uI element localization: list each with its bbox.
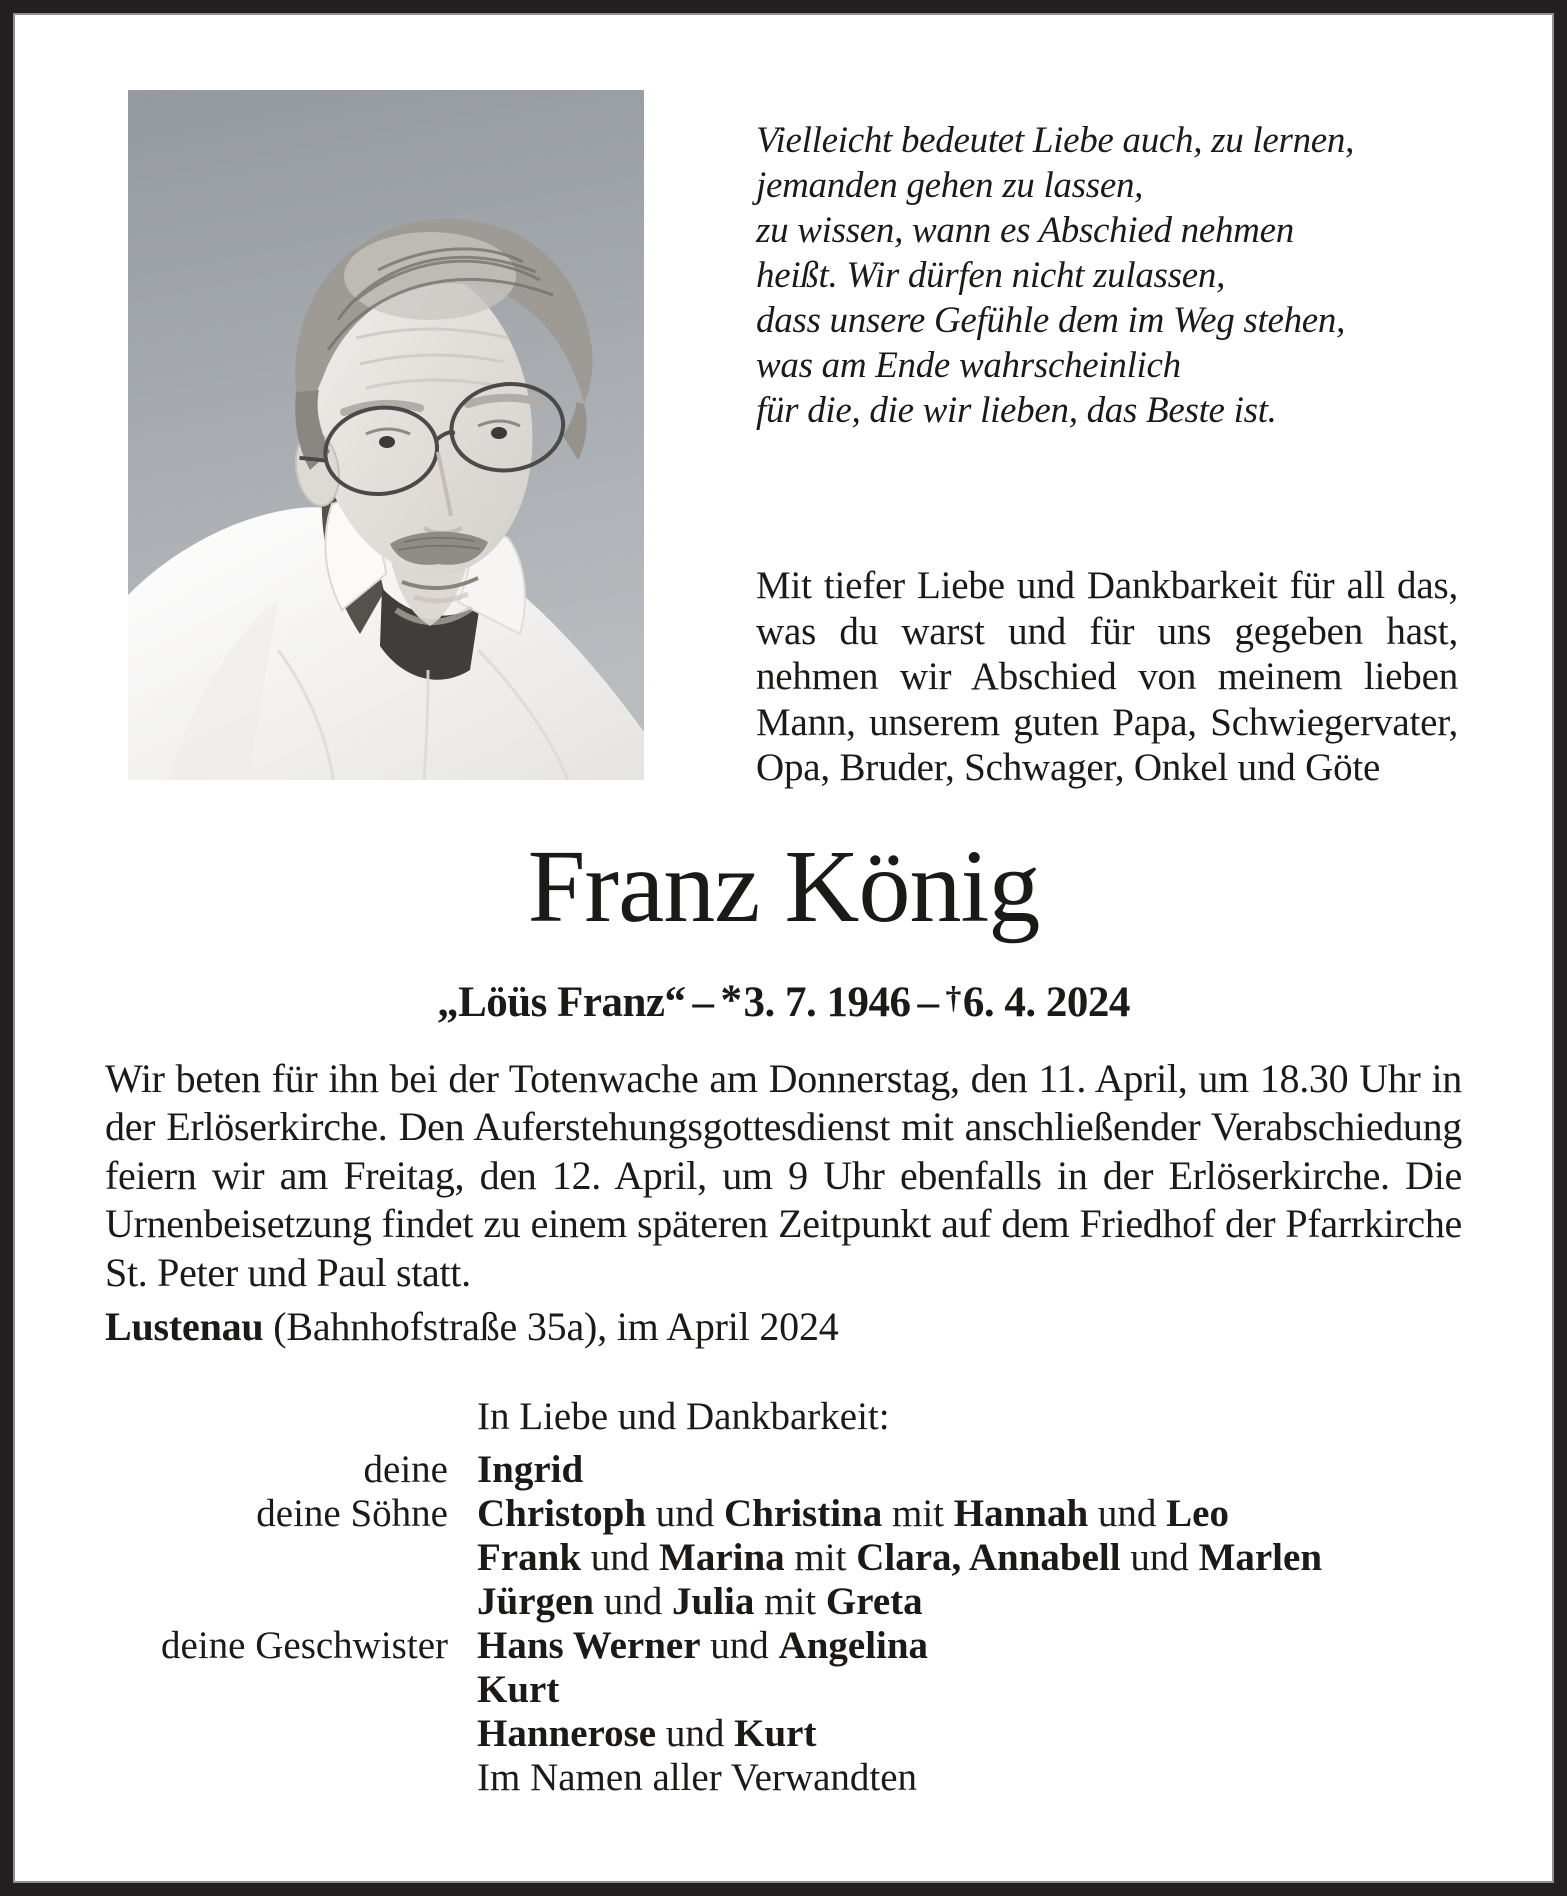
closing-row — [105, 1668, 1505, 1712]
connector-text: und — [1120, 1536, 1199, 1579]
death-symbol: † — [945, 979, 961, 1015]
closing-row — [105, 1448, 1505, 1492]
poem-line: heißt. Wir dürfen nicht zulassen, — [756, 255, 1226, 296]
connector-text: und — [594, 1580, 672, 1623]
family-name: Marlen — [1198, 1536, 1323, 1579]
place-date-line — [105, 1303, 839, 1350]
closing-row-label — [105, 1712, 465, 1756]
memorial-poem — [756, 118, 1462, 433]
connector-text: mit — [754, 1580, 826, 1623]
family-name: Kurt — [477, 1668, 560, 1711]
family-name: Christina — [724, 1492, 883, 1535]
family-name: Ingrid — [477, 1448, 584, 1491]
connector-text: und — [1088, 1492, 1167, 1535]
connector-text: Im Namen aller Verwandten — [477, 1756, 918, 1799]
poem-line: für die, die wir lieben, das Beste ist. — [756, 390, 1277, 431]
family-name: Marina — [659, 1536, 785, 1579]
closing-row-names — [477, 1668, 1505, 1712]
family-name: Frank — [477, 1536, 582, 1579]
poem-line: Vielleicht bedeutet Liebe auch, zu lernen, — [756, 120, 1355, 161]
closing-row-names — [477, 1712, 1505, 1756]
connector-text: mit — [784, 1536, 857, 1579]
closing-row-label: deine Geschwister — [161, 1624, 448, 1667]
connector-text: und — [581, 1536, 660, 1579]
closing-row-label — [105, 1756, 465, 1800]
poem-line: dass unsere Gefühle dem im Weg stehen, — [756, 300, 1346, 341]
family-name: Hans Werner — [477, 1624, 701, 1667]
family-name: Julia — [672, 1580, 755, 1623]
closing-row-label: deine — [363, 1448, 448, 1491]
nickname: „Löüs Franz“ — [437, 979, 686, 1027]
family-name: Kurt — [734, 1712, 817, 1755]
closing-row — [105, 1580, 1505, 1624]
death-date: 6. 4. 2024 — [962, 979, 1130, 1027]
dash: – — [692, 979, 714, 1027]
connector-text: und — [646, 1492, 725, 1535]
poem-line: zu wissen, wann es Abschied nehmen — [756, 210, 1294, 251]
family-name: Greta — [825, 1580, 923, 1623]
closing-row-label — [105, 1580, 465, 1624]
family-name: Hannerose — [477, 1712, 657, 1755]
family-name: Hannah — [953, 1492, 1089, 1535]
closing-row-names — [477, 1624, 1505, 1668]
poem-line: was am Ende wahrscheinlich — [756, 345, 1181, 386]
poem-line: jemanden gehen zu lassen, — [756, 165, 1144, 206]
family-name: Christoph — [477, 1492, 647, 1535]
intro-paragraph: Mit tiefer Liebe und Dankbarkeit für all das, was du warst und für uns gegeben hast, nehmen wir Abschied von meinem lieben Mann, unserem guten Papa, Schwiegervater, Opa, Bruder, Schwager, Onkel und Göte — [756, 564, 1458, 789]
connector-text: und — [700, 1624, 779, 1667]
closing-row — [105, 1756, 1505, 1800]
closing-heading: In Liebe und Dankbarkeit: — [477, 1395, 890, 1438]
birth-date: 3. 7. 1946 — [743, 979, 911, 1027]
closing-row — [105, 1712, 1505, 1756]
closing-row-label: deine Söhne — [256, 1492, 448, 1535]
closing-row-names — [477, 1580, 1505, 1624]
family-name: Leo — [1166, 1492, 1229, 1535]
family-name: Jürgen — [477, 1580, 594, 1623]
deceased-name: Franz König — [527, 829, 1040, 944]
place-details: (Bahnhofstraße 35a), im April 2024 — [263, 1304, 839, 1349]
closing-row-names — [477, 1536, 1505, 1580]
closing-row — [105, 1492, 1505, 1536]
closing-row — [105, 1536, 1505, 1580]
closing-row-names — [477, 1756, 1505, 1800]
closing-row-label — [105, 1536, 465, 1580]
closing-rows — [105, 1448, 1505, 1800]
portrait-photo-graphic — [128, 90, 644, 780]
birth-symbol: * — [720, 977, 742, 1024]
connector-text: und — [656, 1712, 735, 1755]
dash: – — [917, 979, 939, 1027]
family-name: Clara, Annabell — [856, 1536, 1121, 1579]
closing-row — [105, 1624, 1505, 1668]
life-dates-line — [105, 976, 1462, 1027]
connector-text: mit — [882, 1492, 954, 1535]
place-name: Lustenau — [105, 1304, 264, 1349]
closing-row-label — [105, 1668, 465, 1712]
closing-row-names — [477, 1492, 1505, 1536]
family-name: Angelina — [778, 1624, 929, 1667]
closing-row-names — [477, 1448, 1505, 1492]
portrait-photo — [128, 90, 644, 780]
announcement-paragraph: Wir beten für ihn bei der Totenwache am Donnerstag, den 11. April, um 18.30 Uhr in der Erlöserkirche. Den Auferstehungsgottesdienst mit anschließender Verabschiedung feiern wir am Freitag, den 12. April, um 9 Uhr ebenfalls in der Erlöserkirche. Die Urnenbeisetzung findet zu einem späteren Zeitpunkt auf dem Friedhof der Pfarrkirche St. Peter und Paul statt. — [105, 1056, 1462, 1295]
